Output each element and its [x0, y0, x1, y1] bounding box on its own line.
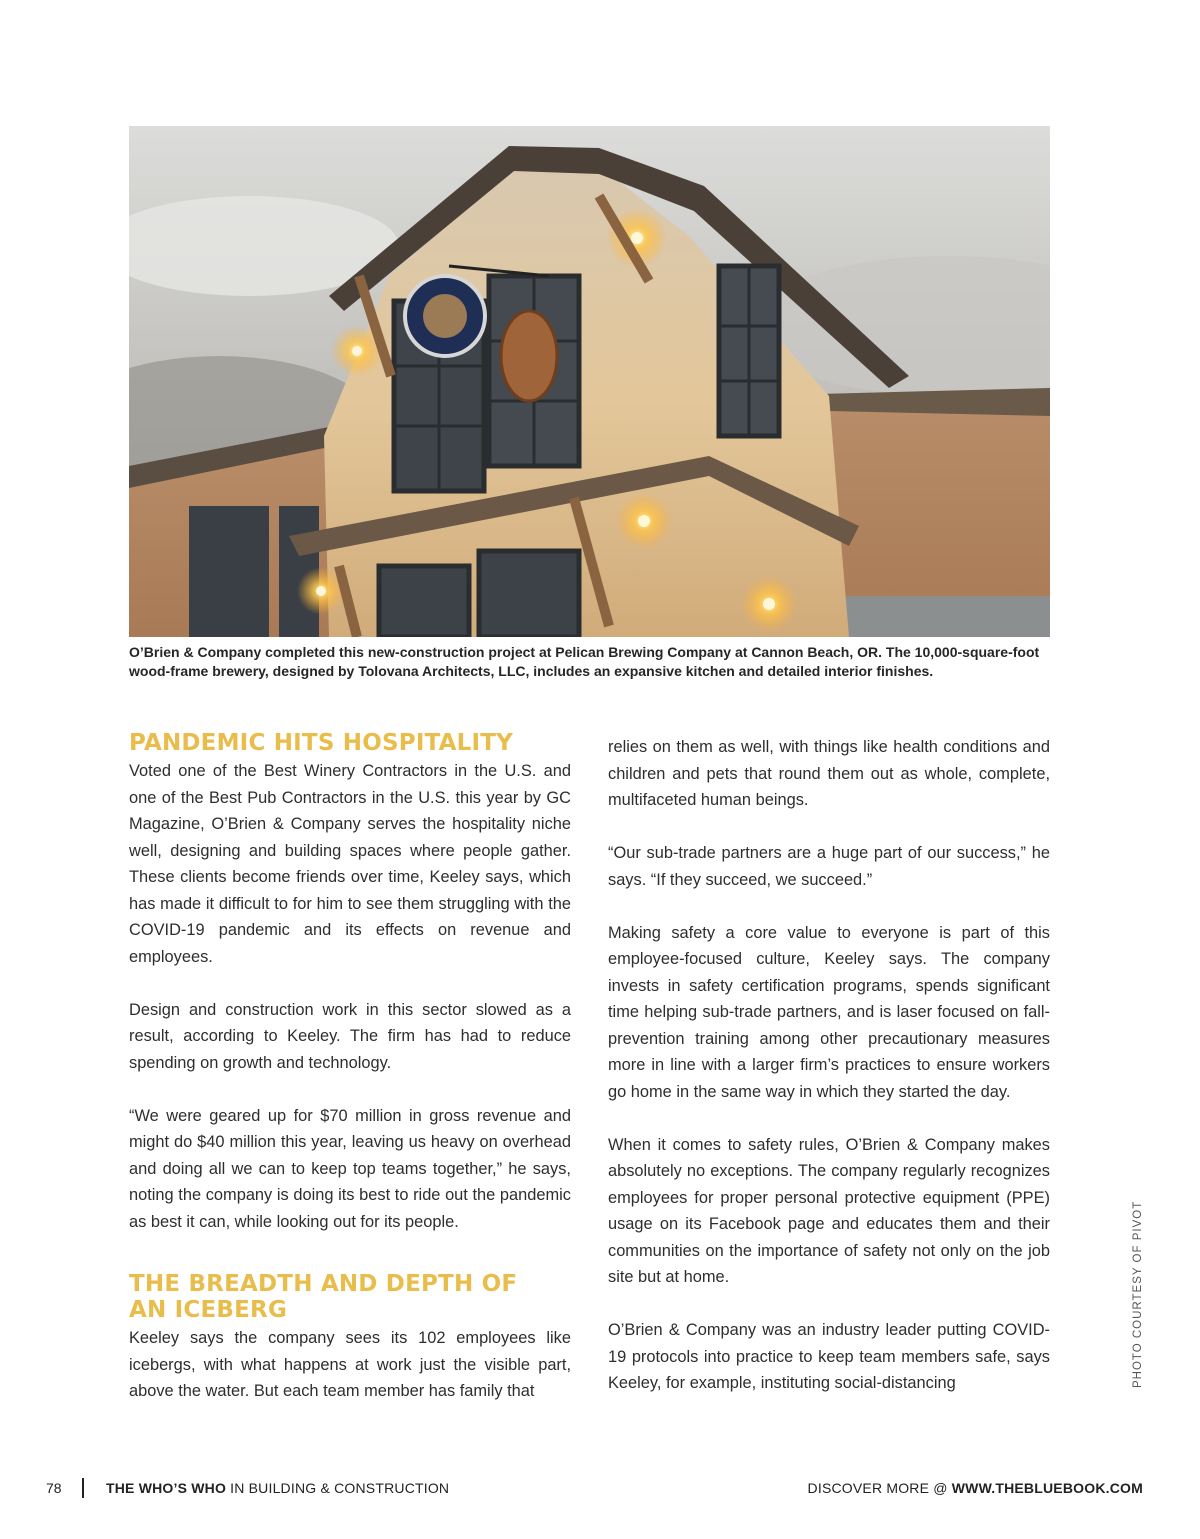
right-column: [608, 734, 1050, 1397]
publication-title-bold: THE WHO’S WHO: [106, 1480, 227, 1496]
brewery-photo: [129, 126, 1050, 637]
discover-more: [808, 1480, 1143, 1496]
paragraph: Design and construction work in this sector slowed as a result, according to Keeley. The firm has had to reduce spending on growth and technology.: [129, 1000, 571, 1072]
section-heading-pandemic: PANDEMIC HITS HOSPITALITY: [129, 730, 514, 756]
paragraph: Keeley says the company sees its 102 employees like icebergs, with what happens at work just the visible part, above the water. But each team member has family that: [129, 1329, 571, 1400]
paragraph: Voted one of the Best Winery Contractors in the U.S. and one of the Best Pub Contractors in the U.S. this year by GC Magazine, O’Brien & Company serves the hospitality niche well, designing and building spaces where people gather. These clients become friends over time, Keeley says, which has made it difficult to for him to see them struggling with the COVID-19 pandemic and its effects on revenue and employees.: [129, 762, 571, 966]
website-link[interactable]: WWW.THEBLUEBOOK.COM: [951, 1480, 1143, 1496]
paragraph: relies on them as well, with things like health conditions and children and pets that round them out as whole, complete, multifaceted human beings.: [608, 738, 1050, 809]
footer-divider: [82, 1478, 84, 1498]
paragraph: “Our sub-trade partners are a huge part of our success,” he says. “If they succeed, we succeed.”: [608, 844, 1050, 889]
discover-prefix: DISCOVER MORE @: [807, 1480, 952, 1496]
page-number: 78: [46, 1480, 62, 1496]
paragraph: When it comes to safety rules, O’Brien & Company makes absolutely no exceptions. The company regularly recognizes employees for proper personal protective equipment (PPE) usage on its Facebook page and educates them and their communities on the importance of safety not only on the job site but at home.: [608, 1135, 1050, 1286]
publication-title: [106, 1480, 449, 1496]
brewery-illustration: [129, 126, 1050, 637]
left-column: [129, 730, 571, 1405]
page-footer: [0, 1476, 1200, 1500]
photo-credit: PHOTO COURTESY OF PIVOT: [1132, 1200, 1144, 1388]
paragraph: Making safety a core value to everyone is part of this employee-focused culture, Keeley says. The company invests in safety certification programs, spends significant time helping sub-trade partners, and is laser focused on fall-prevention training among other precautionary measures more in line with a larger firm’s practices to ensure workers go home in the same way in which they started the day.: [608, 923, 1050, 1101]
paragraph: “We were geared up for $70 million in gross revenue and might do $40 million this year, leaving us heavy on overhead and doing all we can to keep top teams together,” he says, noting the company is doing its best to ride out the pandemic as best it can, while looking out for its people.: [129, 1106, 571, 1231]
publication-title-rest: IN BUILDING & CONSTRUCTION: [226, 1480, 450, 1496]
heading-line: THE BREADTH AND DEPTH OF: [129, 1271, 518, 1297]
photo-caption: O’Brien & Company completed this new-construction project at Pelican Brewing Company at Cannon Beach, OR. The 10,000-square-foot wood-frame brewery, designed by Tolovana Architects, LLC, includes an expansive kitchen and detailed interior finishes.: [129, 644, 1040, 679]
section-heading-iceberg: [129, 1271, 571, 1323]
heading-line: AN ICEBERG: [129, 1297, 288, 1323]
paragraph: O’Brien & Company was an industry leader putting COVID-19 protocols into practice to keep team members safe, says Keeley, for example, instituting social-distancing: [608, 1321, 1050, 1392]
